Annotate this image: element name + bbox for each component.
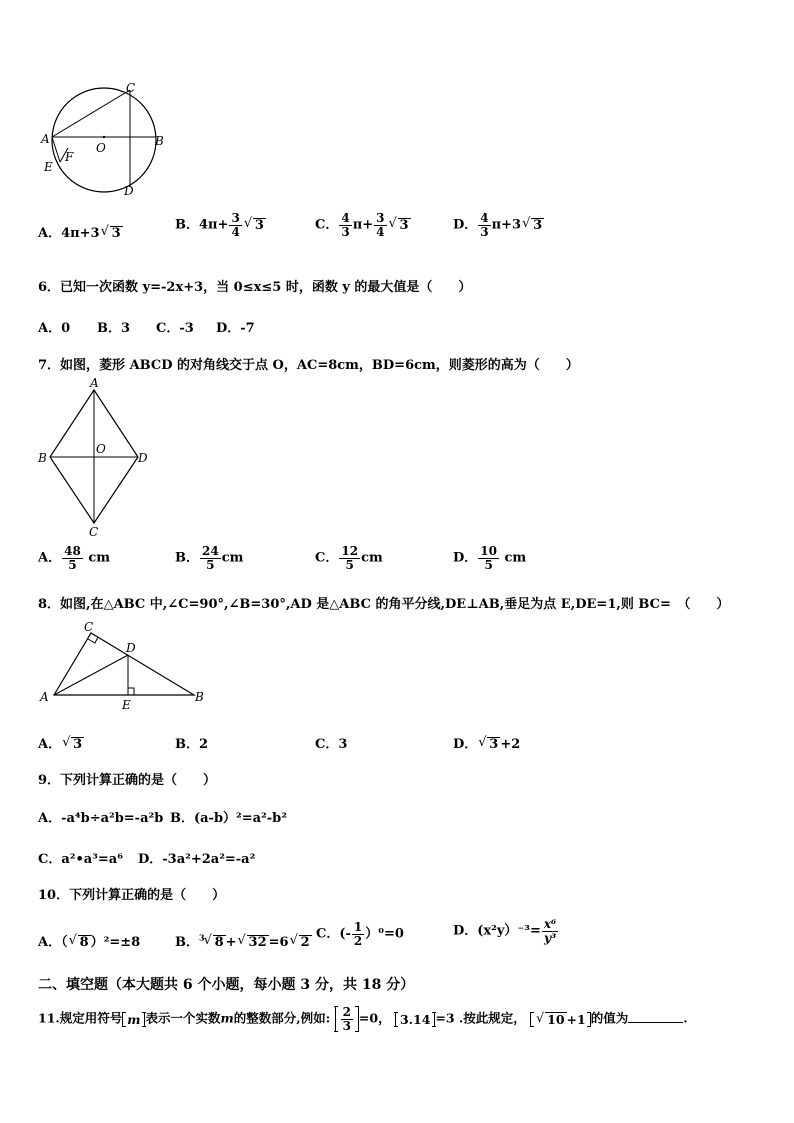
q7-option-a: A． $\frac{48}{5}$ cm	[38, 544, 110, 572]
label-b: B	[195, 690, 204, 704]
q10-option-b: B．$^3$√ 8 +√ 32 =6√ 2	[175, 931, 312, 950]
q8-option-b: B．2	[175, 737, 209, 752]
q10-option-c: C．(- $\frac{1}{2}$ ）⁰=0	[316, 920, 404, 948]
label-d: D	[126, 641, 136, 655]
q9-text: 9．下列计算正确的是（ ）	[38, 773, 217, 788]
q6-text: 6．已知一次函数 y=-2x+3，当 0≤x≤5 时，函数 y 的最大值是（ ）	[38, 280, 472, 295]
q9-option-a: A．-a⁴b÷a²b=-a²b	[38, 811, 164, 826]
rhombus-figure	[36, 375, 156, 540]
q6-option-c: C．-3	[156, 321, 194, 336]
right-angle-e	[128, 688, 134, 695]
q5-option-c: C． $\frac{4}{3}$ π+ $\frac{3}{4}$ √ 3	[315, 212, 411, 238]
label-d: D	[138, 451, 148, 465]
triangle-figure	[36, 615, 216, 715]
label-o: O	[96, 442, 106, 456]
label-c: C	[84, 620, 94, 634]
label-c: C	[89, 525, 99, 539]
center-o	[103, 136, 105, 138]
q10-option-a: A．（√ 8 ）²=±8	[38, 931, 140, 950]
label-e: E	[122, 698, 131, 712]
section-2-title: 二、填空题（本大题共 6 个小题，每小题 3 分，共 18 分）	[38, 977, 415, 993]
q9-option-d: D．-3a²+2a²=-a²	[138, 852, 256, 867]
answer-blank	[628, 1010, 683, 1023]
label-a: A	[90, 376, 99, 390]
q8-option-a: A．√ 3	[38, 733, 84, 752]
q10-text: 10．下列计算正确的是（ ）	[38, 888, 226, 903]
q5-option-b: B．4π+ $\frac{3}{4}$ √ 3	[175, 212, 266, 238]
q7-option-d: D． $\frac{10}{5}$ cm	[453, 544, 527, 572]
q11-text: 11.规定用符号 m 表示一个实数m的整数部分,例如: $\frac{2}{3}$ =0， 3.14 =3 .按此规定， √ 10 +1 的值为 .	[38, 1006, 688, 1032]
q7-option-c: C． $\frac{12}{5}$ cm	[315, 544, 383, 572]
triangle-abc	[54, 633, 194, 695]
label-o: O	[96, 141, 106, 155]
right-angle-c	[88, 637, 98, 643]
label-a: A	[41, 132, 50, 146]
q10-option-d: D．(x²y）⁻³= $\frac{\text{x⁶}}{\text{y³}}$	[453, 917, 557, 945]
label-a: A	[40, 690, 49, 704]
q7-option-b: B． $\frac{24}{5}$ cm	[175, 544, 244, 572]
label-f: F	[65, 150, 74, 164]
label-b: B	[38, 451, 47, 465]
label-c: C	[126, 81, 136, 95]
q8-text: 8．如图,在△ABC 中,∠C=90°,∠B=30°,AD 是△ABC 的角平分线,DE⊥AB,垂足为点 E,DE=1,则 BC= （ ）	[38, 597, 730, 612]
q9-option-b: B．(a-b）²=a²-b²	[170, 811, 287, 826]
q9-option-c: C．a²•a³=a⁶	[38, 852, 123, 867]
q6-option-a: A．0	[38, 321, 71, 336]
q6-option-d: D．-7	[216, 321, 255, 336]
line-ac	[52, 90, 130, 137]
label-e: E	[44, 160, 53, 174]
q5-option-a: A．4π+3√ 3	[38, 222, 123, 241]
bisector-ad	[54, 655, 128, 695]
circle-o	[52, 88, 156, 192]
label-b: B	[155, 134, 164, 148]
q8-option-d: D．√ 3 +2	[453, 733, 520, 752]
q5-option-d: D． $\frac{4}{3}$ π+3√ 3	[453, 212, 544, 238]
q8-option-c: C．3	[315, 737, 348, 752]
label-d: D	[124, 184, 134, 198]
q7-text: 7．如图，菱形 ABCD 的对角线交于点 O，AC=8cm，BD=6cm，则菱形的高为（ ）	[38, 358, 579, 373]
circle-figure	[38, 80, 173, 200]
q6-option-b: B．3	[97, 321, 131, 336]
